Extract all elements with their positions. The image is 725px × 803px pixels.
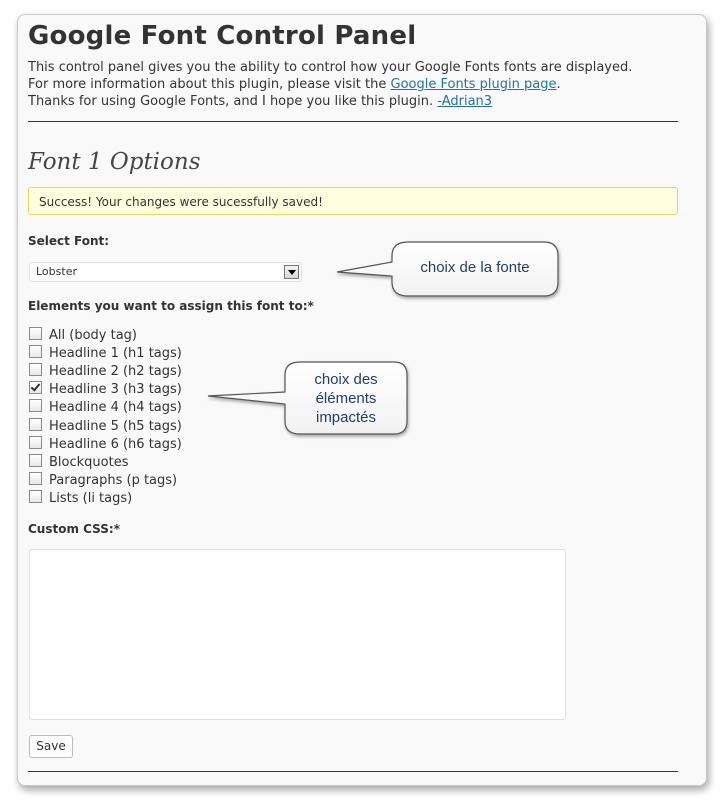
intro-line-1: This control panel gives you the ability to control how your Google Fonts fonts are displayed. — [28, 60, 633, 75]
checkbox-label-h1: Headline 1 (h1 tags) — [49, 346, 182, 361]
checkbox-label-h5: Headline 5 (h5 tags) — [49, 419, 182, 434]
intro-line-3-prefix: Thanks for using Google Fonts, and I hope you like this plugin. — [28, 94, 438, 109]
intro-line-2-prefix: For more information about this plugin, please visit the — [28, 77, 391, 92]
intro-line-2-suffix: . — [556, 77, 561, 92]
author-link[interactable]: -Adrian3 — [437, 94, 493, 109]
checkbox-label-h4: Headline 4 (h4 tags) — [49, 400, 182, 415]
checkbox-label-body: All (body tag) — [49, 328, 137, 343]
callout-font-choice-text: choix de la fonte — [420, 259, 530, 276]
callout-elements-line-2: éléments — [315, 390, 377, 407]
save-button[interactable]: Save — [29, 735, 73, 758]
checkbox-label-h6: Headline 6 (h6 tags) — [49, 437, 182, 452]
callout-elements-line-3: impactés — [315, 409, 377, 426]
checkbox-label-h3: Headline 3 (h3 tags) — [49, 382, 182, 397]
checkbox-label-h2: Headline 2 (h2 tags) — [49, 364, 182, 379]
plugin-page-link[interactable]: Google Fonts plugin page — [390, 77, 557, 92]
elements-label: Elements you want to assign this font to:* — [28, 299, 314, 313]
select-font-label: Select Font: — [28, 234, 110, 248]
font-select-value: Lobster — [36, 265, 77, 278]
checkbox-label-lists: Lists (li tags) — [49, 491, 133, 506]
page-title: Google Font Control Panel — [28, 21, 417, 51]
callout-elements-text — [285, 370, 407, 427]
checkbox-label-paragraphs: Paragraphs (p tags) — [49, 473, 178, 488]
checkbox-label-blockquotes: Blockquotes — [49, 455, 129, 470]
section-title: Font 1 Options — [28, 149, 201, 175]
custom-css-label: Custom CSS:* — [28, 522, 121, 536]
callout-elements-line-1: choix des — [314, 371, 378, 388]
success-notice: Success! Your changes were sucessfully saved! — [28, 187, 678, 215]
